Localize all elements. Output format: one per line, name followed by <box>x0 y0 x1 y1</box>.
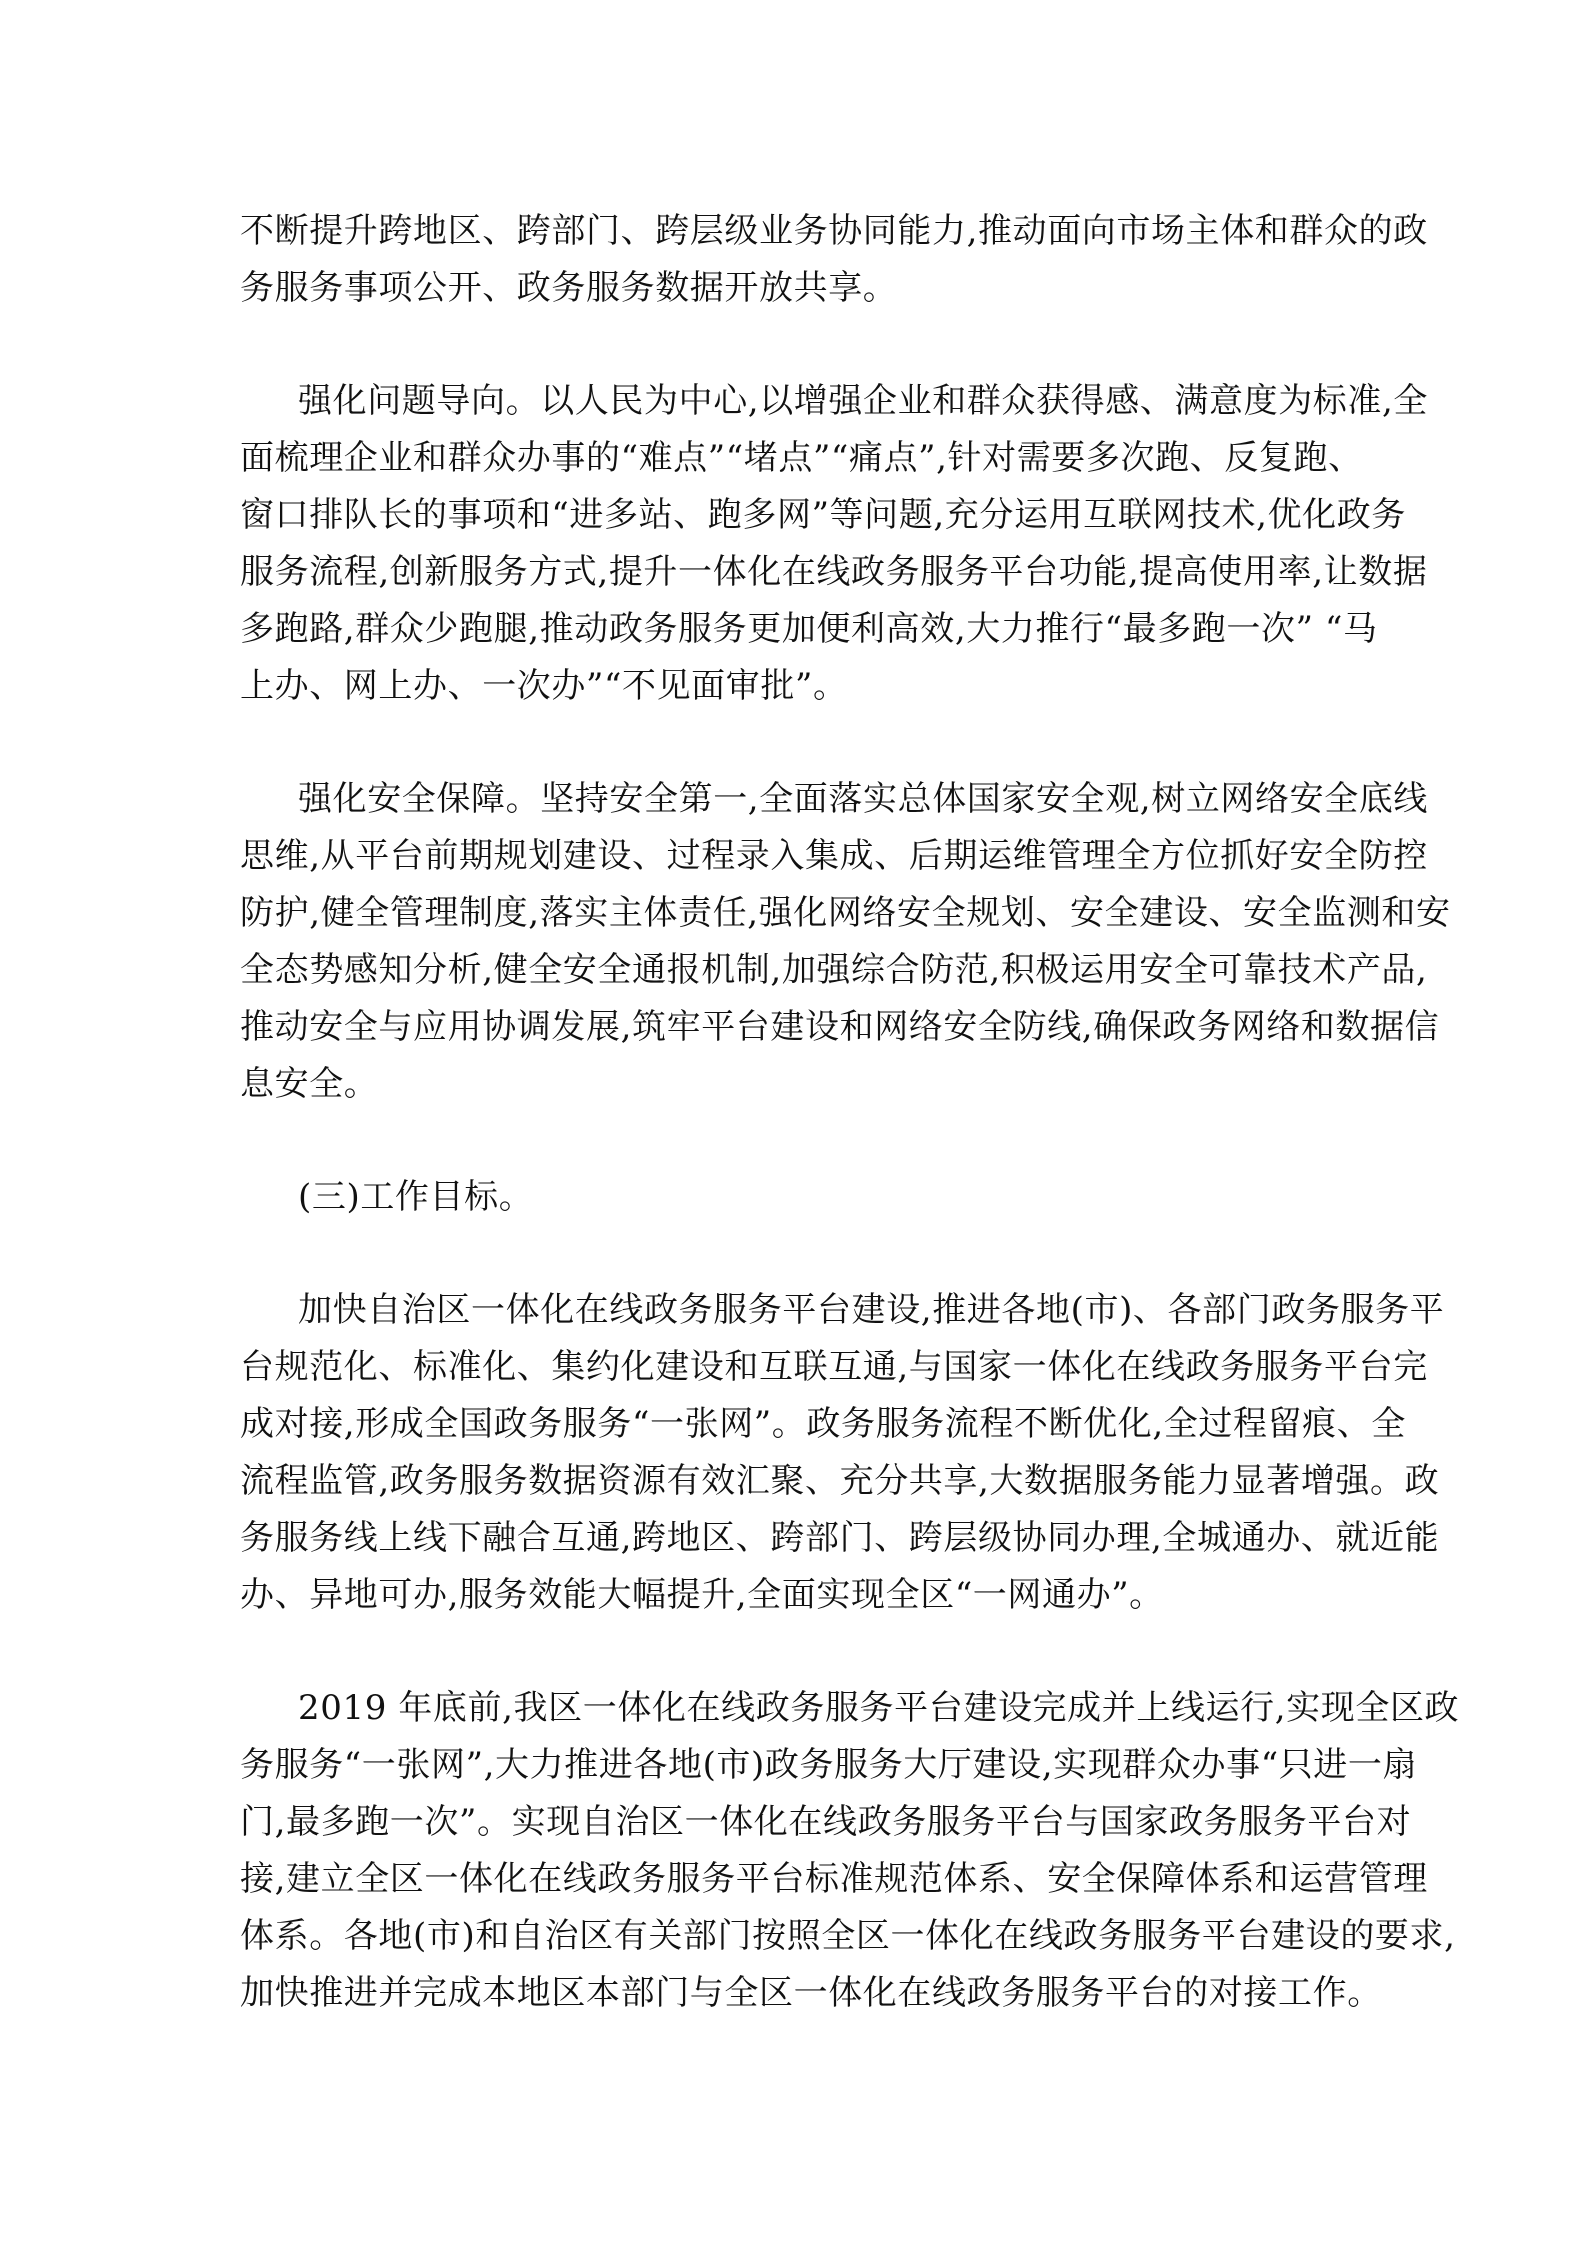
text-line: 上办、网上办、一次办”“不见面审批”。 <box>240 666 848 706</box>
text-line: 防护,健全管理制度,落实主体责任,强化网络安全规划、安全建设、安全监测和安 <box>240 893 1451 933</box>
text-line: 思维,从平台前期规划建设、过程录入集成、后期运维管理全方位抓好安全防控 <box>240 836 1428 876</box>
paragraph-cross-department-collaboration <box>240 203 1428 317</box>
text-line: 窗口排队长的事项和“进多站、跑多网”等问题,充分运用互联网技术,优化政务 <box>240 495 1406 535</box>
text-line: 务服务事项公开、政务服务数据开放共享。 <box>240 268 898 308</box>
text-line: 多跑路,群众少跑腿,推动政务服务更加便利高效,大力推行“最多跑一次” “马 <box>240 609 1378 649</box>
text-line: 2019 年底前,我区一体化在线政务服务平台建设完成并上线运行,实现全区政 <box>298 1688 1460 1728</box>
text-line: 加快自治区一体化在线政务服务平台建设,推进各地(市)、各部门政务服务平 <box>298 1290 1445 1330</box>
section-heading: (三)工作目标。 <box>298 1177 534 1217</box>
paragraph-problem-orientation <box>240 373 1429 715</box>
text-line: 门,最多跑一次”。实现自治区一体化在线政务服务平台与国家政务服务平台对 <box>240 1802 1412 1842</box>
text-line: 务服务“一张网”,大力推进各地(市)政务服务大厅建设,实现群众办事“只进一扇 <box>240 1745 1418 1785</box>
text-line: 不断提升跨地区、跨部门、跨层级业务协同能力,推动面向市场主体和群众的政 <box>240 211 1428 251</box>
text-line: 办、异地可办,服务效能大幅提升,全面实现全区“一网通办”。 <box>240 1575 1164 1615</box>
text-line: 台规范化、标准化、集约化建设和互联互通,与国家一体化在线政务服务平台完 <box>240 1347 1428 1387</box>
paragraph-security-assurance <box>240 771 1451 1113</box>
text-line: 面梳理企业和群众办事的“难点”“堵点”“痛点”,针对需要多次跑、反复跑、 <box>240 438 1363 478</box>
text-line: 体系。各地(市)和自治区有关部门按照全区一体化在线政务服务平台建设的要求, <box>240 1916 1456 1956</box>
paragraph-work-goals <box>240 1282 1445 1624</box>
text-line: 接,建立全区一体化在线政务服务平台标准规范体系、安全保障体系和运营管理 <box>240 1859 1428 1899</box>
document-page <box>240 203 1460 2078</box>
section-heading-work-goals <box>240 1169 1344 1226</box>
text-line: 成对接,形成全国政务服务“一张网”。政务服务流程不断优化,全过程留痕、全 <box>240 1404 1406 1444</box>
text-line: 息安全。 <box>240 1064 379 1104</box>
text-line: 推动安全与应用协调发展,筑牢平台建设和网络安全防线,确保政务网络和数据信 <box>240 1007 1440 1047</box>
paragraph-2019-milestone <box>240 1680 1460 2022</box>
text-line: 全态势感知分析,健全安全通报机制,加强综合防范,积极运用安全可靠技术产品, <box>240 950 1428 990</box>
text-line: 务服务线上线下融合互通,跨地区、跨部门、跨层级协同办理,全城通办、就近能 <box>240 1518 1440 1558</box>
text-line: 强化安全保障。坚持安全第一,全面落实总体国家安全观,树立网络安全底线 <box>298 779 1429 819</box>
text-line: 流程监管,政务服务数据资源有效汇聚、充分共享,大数据服务能力显著增强。政 <box>240 1461 1440 1501</box>
text-line: 加快推进并完成本地区本部门与全区一体化在线政务服务平台的对接工作。 <box>240 1973 1382 2013</box>
text-line: 强化问题导向。以人民为中心,以增强企业和群众获得感、满意度为标准,全 <box>298 381 1429 421</box>
text-line: 服务流程,创新服务方式,提升一体化在线政务服务平台功能,提高使用率,让数据 <box>240 552 1428 592</box>
